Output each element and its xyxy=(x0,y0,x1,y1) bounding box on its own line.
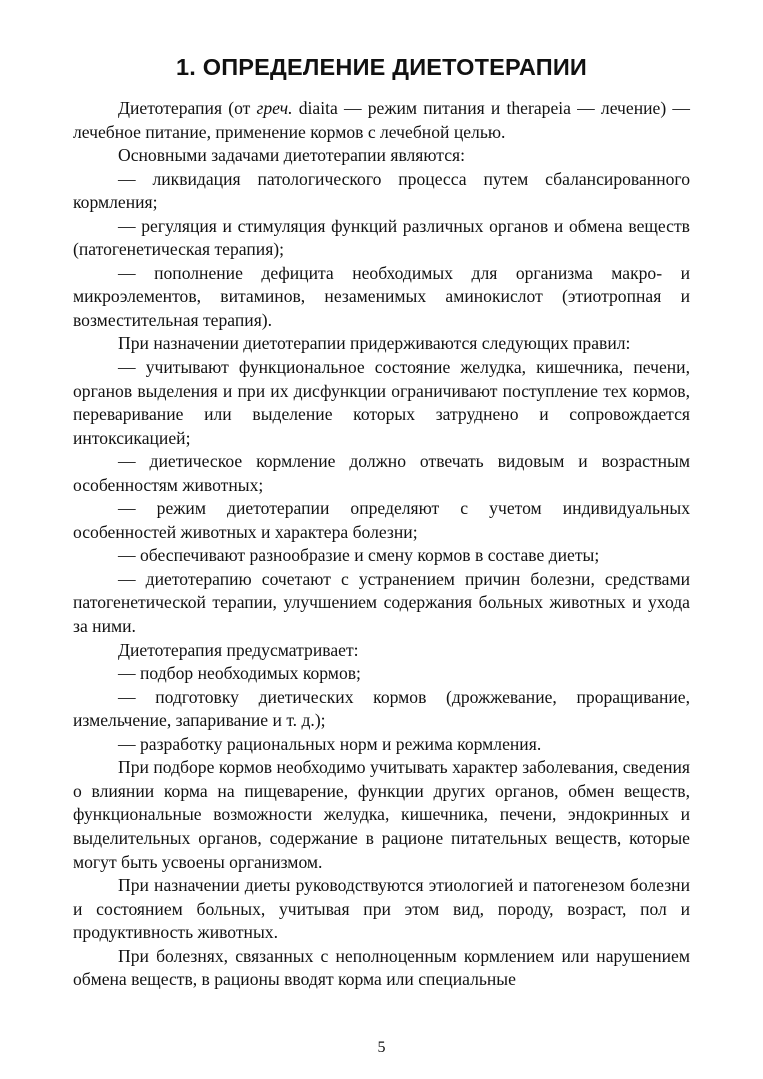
list-item: — ликвидация патологического процесса путем сбалансированного кормления; xyxy=(73,168,690,213)
paragraph: При назначении диетотерапии придерживаются следующих правил: xyxy=(118,333,631,354)
intro-paragraph xyxy=(73,97,690,144)
list-item: — обеспечивают разнообразие и смену кормов в составе диеты; xyxy=(118,545,600,566)
list-item: — подготовку диетических кормов (дрожжевание, проращивание, измельчение, запаривание и т. д.); xyxy=(73,686,690,731)
list-item: — диетическое кормление должно отвечать видовым и возрастным особенностям животных; xyxy=(73,451,690,495)
page-number: 5 xyxy=(377,1039,386,1056)
intro-italic-abbrev: греч. xyxy=(256,98,293,118)
list-item: — диетотерапию сочетают с устранением причин болезни, средствами патогенетической терапии, улучшением содержания больных животных и ухода за ними. xyxy=(73,568,690,637)
list-item: — режим диетотерапии определяют с учетом индивидуальных особенностей животных и характера болезни; xyxy=(73,498,690,542)
paragraph: При подборе кормов необходимо учитывать характер заболевания, сведения о влиянии корма на пищеварение, функции других органов, обмен веществ, функциональные возможности желудка, кишечника, печени, эндокринных и выделительных органов, содержание в рационе питательных веществ, которые могут быть усвоены организмом. xyxy=(73,757,690,872)
list-item: — подбор необходимых кормов; xyxy=(118,663,361,684)
list-item: — пополнение дефицита необходимых для организма макро- и микроэлементов, витаминов, незаменимых аминокислот (этиотропная и возместительная терапия). xyxy=(73,262,690,330)
paragraph: При назначении диеты руководствуются этиологией и патогенезом болезни и состоянием больных, учитывая при этом вид, породу, возраст, пол и продуктивность животных. xyxy=(73,875,690,943)
body-text xyxy=(73,97,690,992)
paragraph: При болезнях, связанных с неполноценным кормлением или нарушением обмена веществ, в рационы вводят корма или специальные xyxy=(73,945,690,990)
paragraph: Основными задачами диетотерапии являются: xyxy=(118,145,465,166)
paragraph: Диетотерапия предусматривает: xyxy=(118,639,359,660)
list-item: — регуляция и стимуляция функций различных органов и обмена веществ (патогенетическая терапия); xyxy=(73,215,690,260)
chapter-title: 1. ОПРЕДЕЛЕНИЕ ДИЕТОТЕРАПИИ xyxy=(175,54,588,80)
intro-text-end: diaita — режим питания и therapeia — лечение) — лечебное питание, применение кормов с лечебной целью. xyxy=(73,98,690,142)
intro-text-start: Диетотерапия (от xyxy=(118,98,257,118)
list-item: — разработку рациональных норм и режима кормления. xyxy=(118,733,542,754)
list-item: — учитывают функциональное состояние желудка, кишечника, печени, органов выделения и при их дисфункции ограничивают поступление тех кормов, переваривание или выделение которых затруднено и сопровождается интоксикацией; xyxy=(73,357,690,448)
